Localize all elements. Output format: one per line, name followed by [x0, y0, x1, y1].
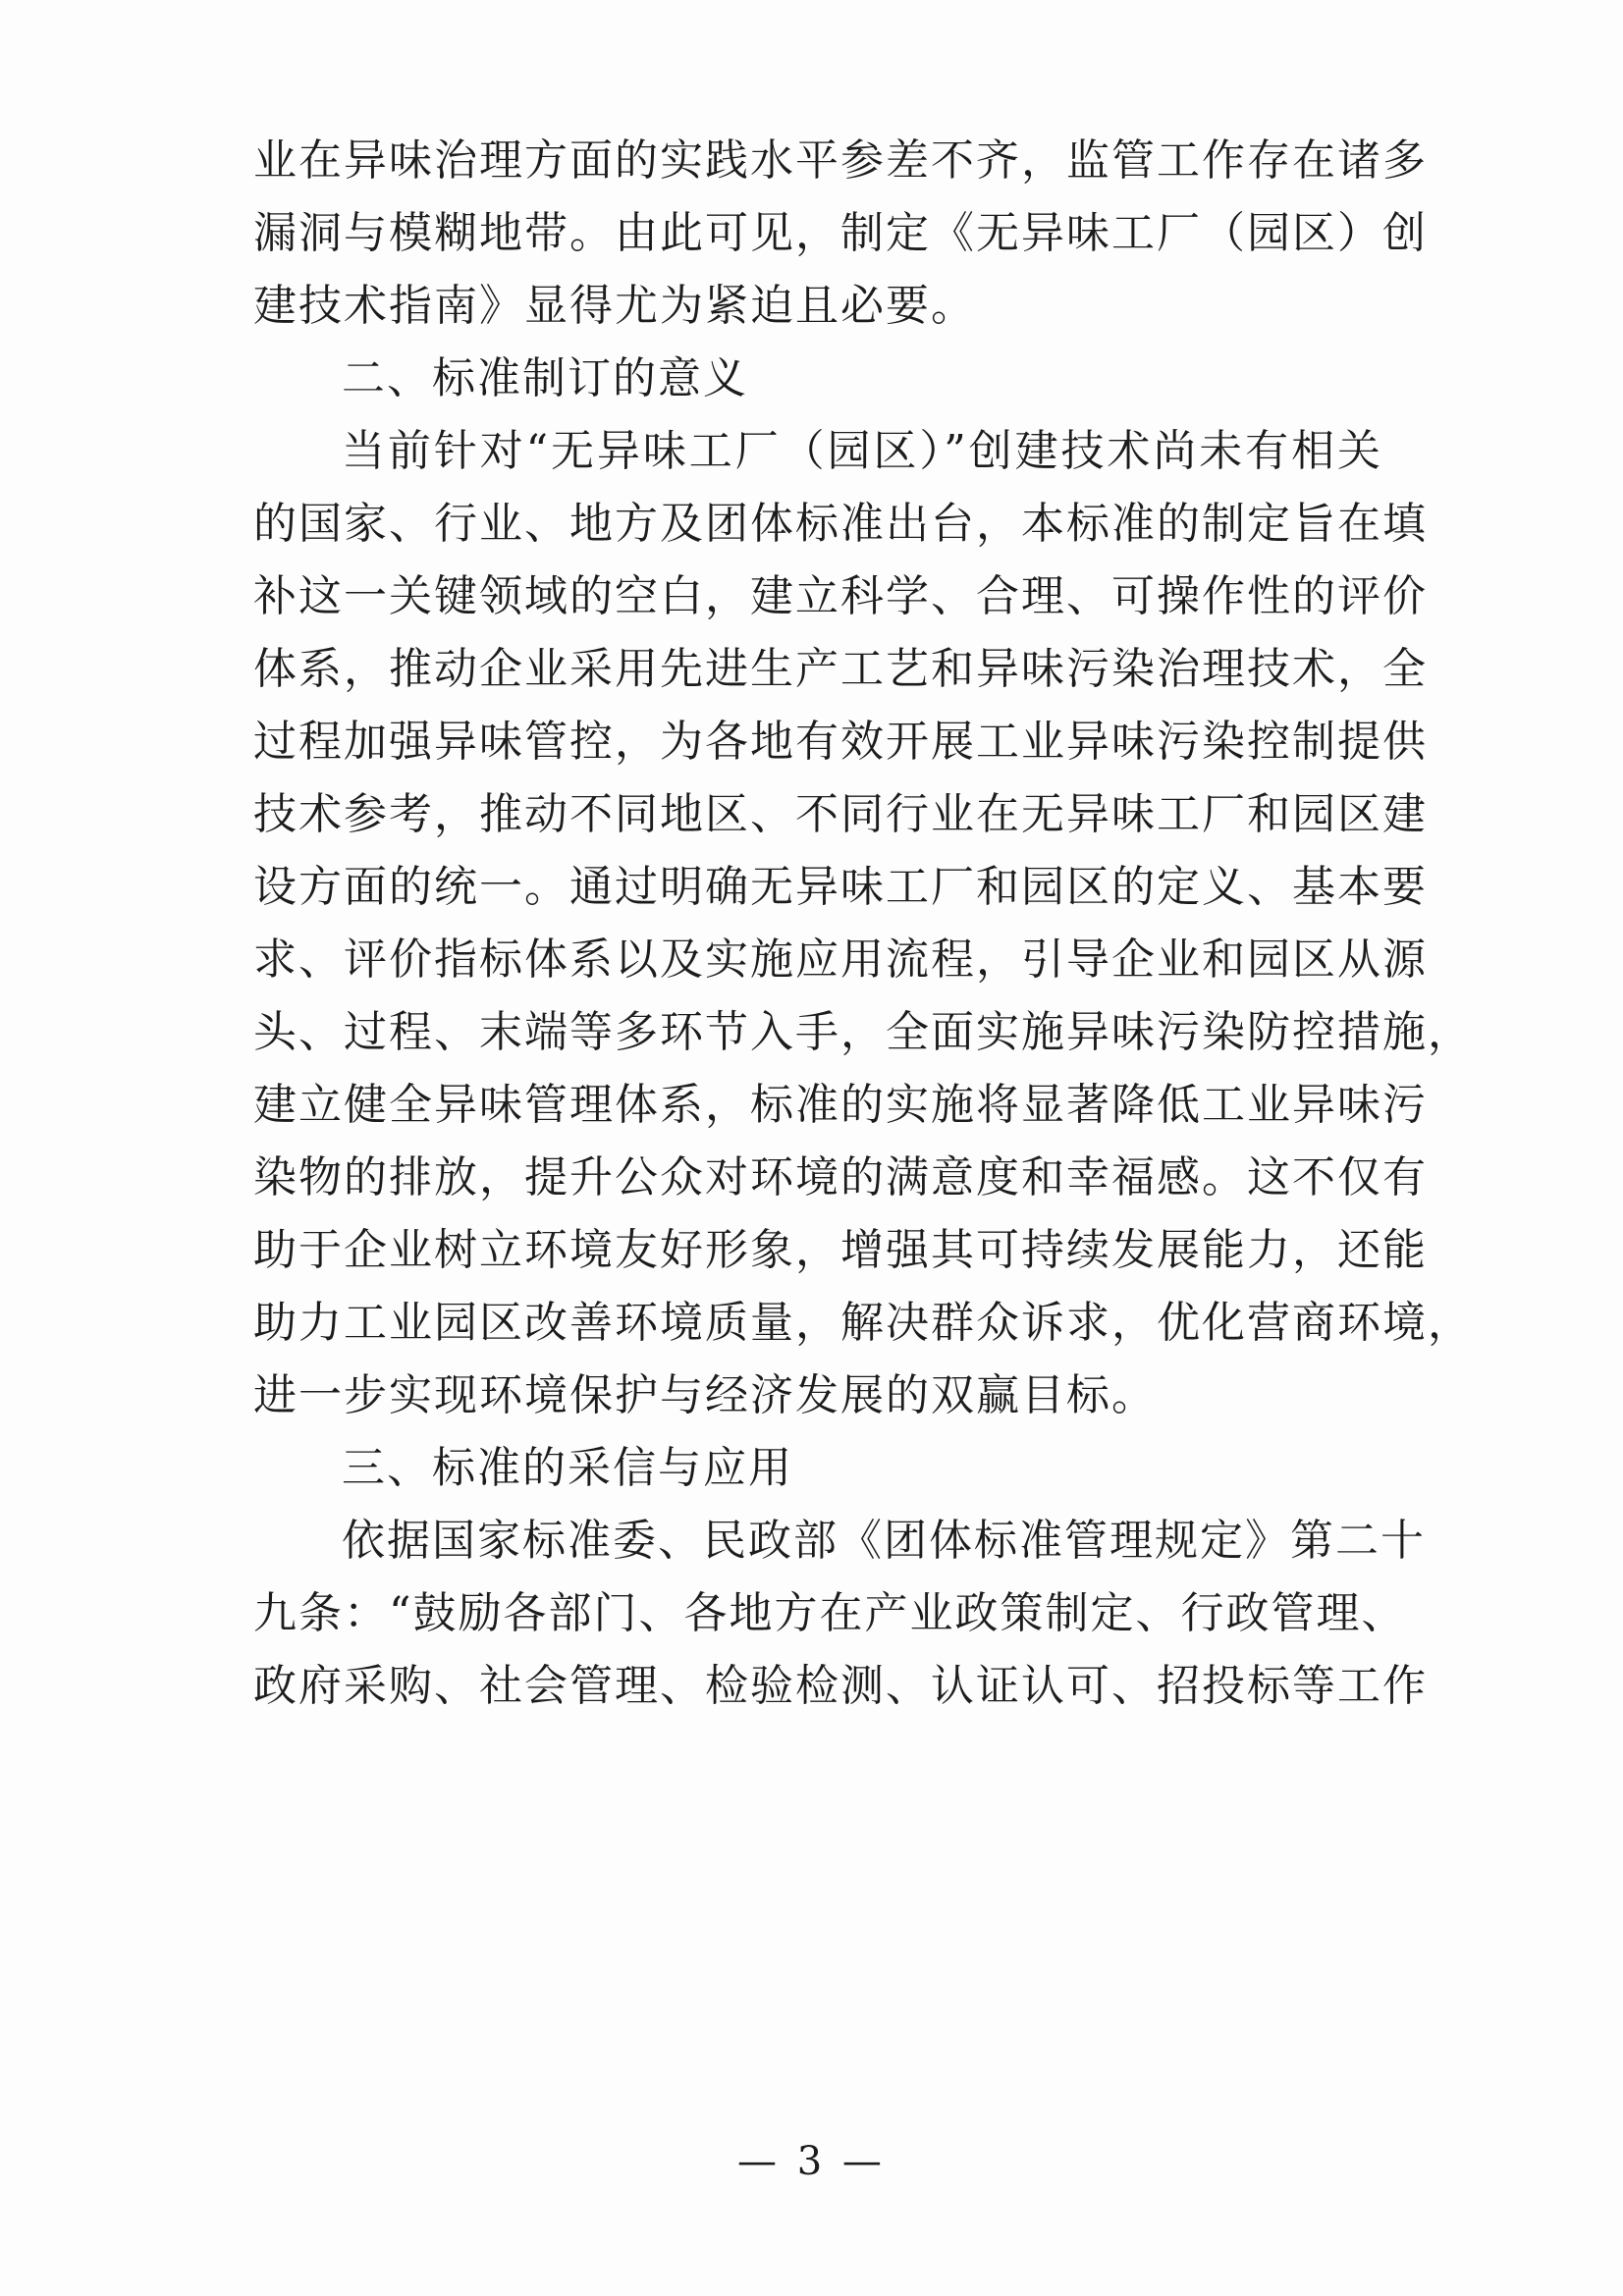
body-text-line: 漏洞与模糊地带。由此可见，制定《无异味工厂（园区）创	[253, 208, 1428, 258]
body-text-line: 求、评价指标体系以及实施应用流程，引导企业和园区从源	[253, 934, 1428, 985]
body-text-line: 染物的排放，提升公众对环境的满意度和幸福感。这不仅有	[253, 1152, 1428, 1202]
body-text-line: 补这一关键领域的空白，建立科学、合理、可操作性的评价	[253, 571, 1428, 621]
body-text-line: 过程加强异味管控，为各地有效开展工业异味污染控制提供	[253, 717, 1428, 767]
body-text-line: 设方面的统一。通过明确无异味工厂和园区的定义、基本要	[253, 862, 1428, 912]
body-text-line: 业在异味治理方面的实践水平参差不齐，监管工作存在诸多	[253, 135, 1428, 186]
body-text-line: 当前针对“无异味工厂（园区）”创建技术尚未有相关	[342, 426, 1382, 476]
body-text-line: 助于企业树立环境友好形象，增强其可持续发展能力，还能	[253, 1225, 1428, 1275]
body-text-line: 头、过程、末端等多环节入手，全面实施异味污染防控措施，	[253, 1007, 1473, 1057]
body-text-line: 依据国家标准委、民政部《团体标准管理规定》第二十	[342, 1516, 1426, 1566]
body-text-line: 进一步实现环境保护与经济发展的双赢目标。	[253, 1370, 1157, 1420]
page-number: — 3 —	[737, 2139, 886, 2184]
body-text-line: 建技术指南》显得尤为紧迫且必要。	[253, 281, 976, 331]
section-heading: 三、标准的采信与应用	[342, 1443, 793, 1493]
body-text-line: 技术参考，推动不同地区、不同行业在无异味工厂和园区建	[253, 789, 1428, 839]
body-text-line: 九条：“鼓励各部门、各地方在产业政策制定、行政管理、	[253, 1588, 1407, 1638]
body-text-line: 助力工业园区改善环境质量，解决群众诉求，优化营商环境，	[253, 1298, 1473, 1348]
body-text-line: 建立健全异味管理体系，标准的实施将显著降低工业异味污	[253, 1080, 1428, 1130]
body-text-line: 政府采购、社会管理、检验检测、认证认可、招投标等工作	[253, 1661, 1428, 1711]
body-text-line: 的国家、行业、地方及团体标准出台，本标准的制定旨在填	[253, 499, 1428, 549]
section-heading: 二、标准制订的意义	[342, 353, 748, 403]
body-text-line: 体系，推动企业采用先进生产工艺和异味污染治理技术，全	[253, 644, 1428, 694]
